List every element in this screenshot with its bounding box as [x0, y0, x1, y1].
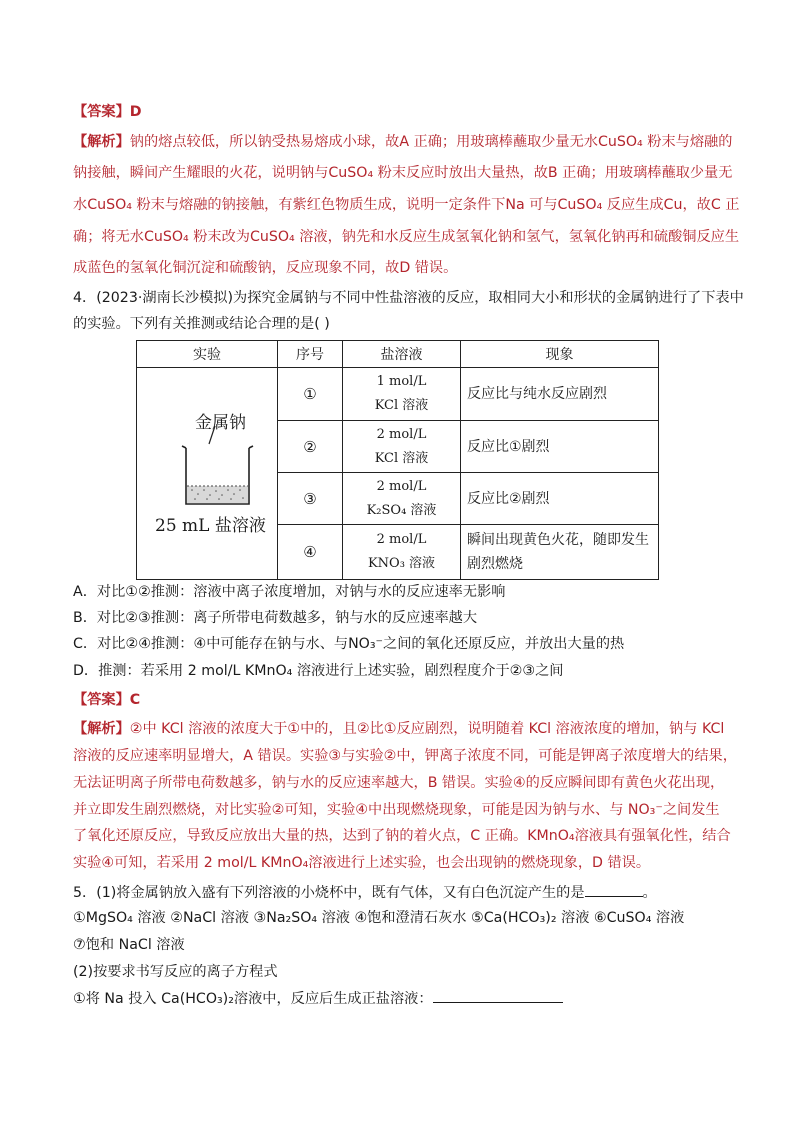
salt-concentration: 2 mol/L	[376, 532, 427, 547]
option-b: B．对比②③推测：离子所带电荷数越多，钠与水的反应速率越大	[73, 610, 478, 626]
phenomenon-cell: 瞬间出现黄色火花，随即发生剧烈燃烧	[461, 525, 659, 580]
experiment-table	[136, 340, 659, 580]
beaker-diagram	[137, 368, 278, 580]
row-number: ④	[278, 525, 343, 580]
row-number: ③	[278, 473, 343, 525]
phenomenon-cell: 反应比①剧烈	[461, 421, 659, 473]
salt-name: K₂SO₄ 溶液	[366, 502, 437, 518]
salt-concentration: 2 mol/L	[376, 478, 427, 494]
q4-stem-line-1: 4．(2023·湖南长沙模拟)为探究金属钠与不同中性盐溶液的反应，取相同大小和形状的金属钠进行了下表中	[73, 290, 744, 306]
analysis-tag: 【解析】	[73, 721, 130, 737]
q3-analysis-line-5: 成蓝色的氢氧化铜沉淀和硫酸钠，反应现象不同，故D 错误。	[73, 260, 458, 276]
row-number: ①	[278, 368, 343, 421]
salt-cell	[343, 525, 461, 580]
q4-analysis-line-1	[73, 720, 724, 738]
q5-prompt: 5．(1)将金属钠放入盛有下列溶液的小烧杯中，既有气体，又有白色沉淀产生的是	[73, 885, 585, 901]
sodium-label: 金属钠	[195, 413, 246, 433]
salt-concentration: 1 mol/L	[376, 374, 427, 389]
analysis-text: ②中 KCl 溶液的浓度大于①中的，且②比①反应剧烈，说明随着 KCl 溶液浓度的增加，钠与 KCl	[129, 721, 725, 737]
salt-name: KCl 溶液	[374, 398, 429, 413]
answer-blank[interactable]	[433, 989, 563, 1003]
answer-tag: 【答案】	[73, 692, 130, 708]
q5-sub-1	[73, 989, 563, 1008]
q5-choices-line-2: ⑦饱和 NaCl 溶液	[73, 937, 185, 953]
answer-blank[interactable]	[585, 883, 643, 897]
answer-value: C	[129, 692, 141, 708]
salt-cell	[343, 473, 461, 525]
salt-concentration: 2 mol/L	[376, 426, 427, 442]
q4-analysis-line-2: 溶液的反应速率明显增大，A 错误。实验③与实验②中，钾离子浓度不同，可能是钾离子浓度增大的结果，	[73, 748, 737, 764]
q4-analysis-line-5: 了氧化还原反应，导致反应放出大量的热，达到了钠的着火点，C 正确。KMnO₄溶液具有强氧化性，结合	[73, 828, 731, 844]
salt-name: KNO₃ 溶液	[367, 556, 436, 571]
q3-analysis-line-3: 水CuSO₄ 粉末与熔融的钠接触，有紫红色物质生成，说明一定条件下Na 可与CuSO₄ 反应生成Cu，故C 正	[73, 197, 740, 213]
q4-analysis-line-3: 无法证明离子所带电荷数越多，钠与水的反应速率越大，B 错误。实验④的反应瞬间即有黄色火花出现，	[73, 775, 725, 791]
q5-part-2: (2)按要求书写反应的离子方程式	[73, 964, 278, 980]
q5-line-1	[73, 883, 657, 902]
analysis-text: 钠的熔点较低，所以钠受热易熔成小球，故A 正确；用玻璃棒蘸取少量无水CuSO₄ 粉末与熔融的	[129, 134, 733, 150]
q4-answer	[73, 691, 140, 709]
salt-name: KCl 溶液	[374, 450, 429, 466]
header-phenomenon: 现象	[461, 341, 659, 368]
q3-analysis-line-2: 钠接触，瞬间产生耀眼的火花，说明钠与CuSO₄ 粉末反应时放出大量热，故B 正确；用玻璃棒蘸取少量无	[73, 165, 733, 181]
answer-value: D	[129, 104, 142, 120]
q4-analysis-line-4: 并立即发生剧烈燃烧，对比实验②可知，实验④中出现燃烧现象，可能是因为钠与水、与 NO₃⁻之间发生	[73, 802, 720, 818]
header-salt-solution: 盐溶液	[343, 341, 461, 368]
answer-tag: 【答案】	[73, 104, 130, 120]
header-number: 序号	[278, 341, 343, 368]
row-number: ②	[278, 421, 343, 473]
q5-period: 。	[642, 885, 657, 901]
q4-stem-line-2: 的实验。下列有关推测或结论合理的是( )	[73, 316, 330, 332]
analysis-tag: 【解析】	[73, 134, 130, 150]
option-d: D．推测：若采用 2 mol/L KMnO₄ 溶液进行上述实验，剧烈程度介于②③之间	[73, 663, 564, 679]
header-experiment: 实验	[137, 341, 278, 368]
option-a: A．对比①②推测：溶液中离子浓度增加，对钠与水的反应速率无影响	[73, 584, 506, 600]
phenomenon-cell: 反应比②剧烈	[461, 473, 659, 525]
salt-cell	[343, 368, 461, 421]
q4-analysis-line-6: 实验④可知，若采用 2 mol/L KMnO₄溶液进行上述实验，也会出现钠的燃烧现象，D 错误。	[73, 855, 651, 871]
q3-analysis-line-4: 确；将无水CuSO₄ 粉末改为CuSO₄ 溶液，钠先和水反应生成氢氧化钠和氢气，氢氧化钠再和硫酸铜反应生	[73, 229, 740, 245]
phenomenon-cell: 反应比与纯水反应剧烈	[461, 368, 659, 421]
q5-choices: ①MgSO₄ 溶液 ②NaCl 溶液 ③Na₂SO₄ 溶液 ④饱和澄清石灰水 ⑤Ca(HCO₃)₂ 溶液 ⑥CuSO₄ 溶液	[73, 910, 685, 926]
salt-cell	[343, 421, 461, 473]
solution-volume-label: 25 mL 盐溶液	[155, 516, 266, 536]
q3-answer	[73, 103, 142, 121]
table-row	[137, 368, 659, 421]
q3-analysis-line-1	[73, 133, 732, 151]
experiment-diagram-cell	[137, 368, 278, 580]
option-c: C．对比②④推测：④中可能存在钠与水、与NO₃⁻之间的氧化还原反应，并放出大量的热	[73, 636, 625, 652]
q5-sub1-prompt: ①将 Na 投入 Ca(HCO₃)₂溶液中，反应后生成正盐溶液：	[73, 991, 433, 1007]
table-header-row	[137, 341, 659, 368]
